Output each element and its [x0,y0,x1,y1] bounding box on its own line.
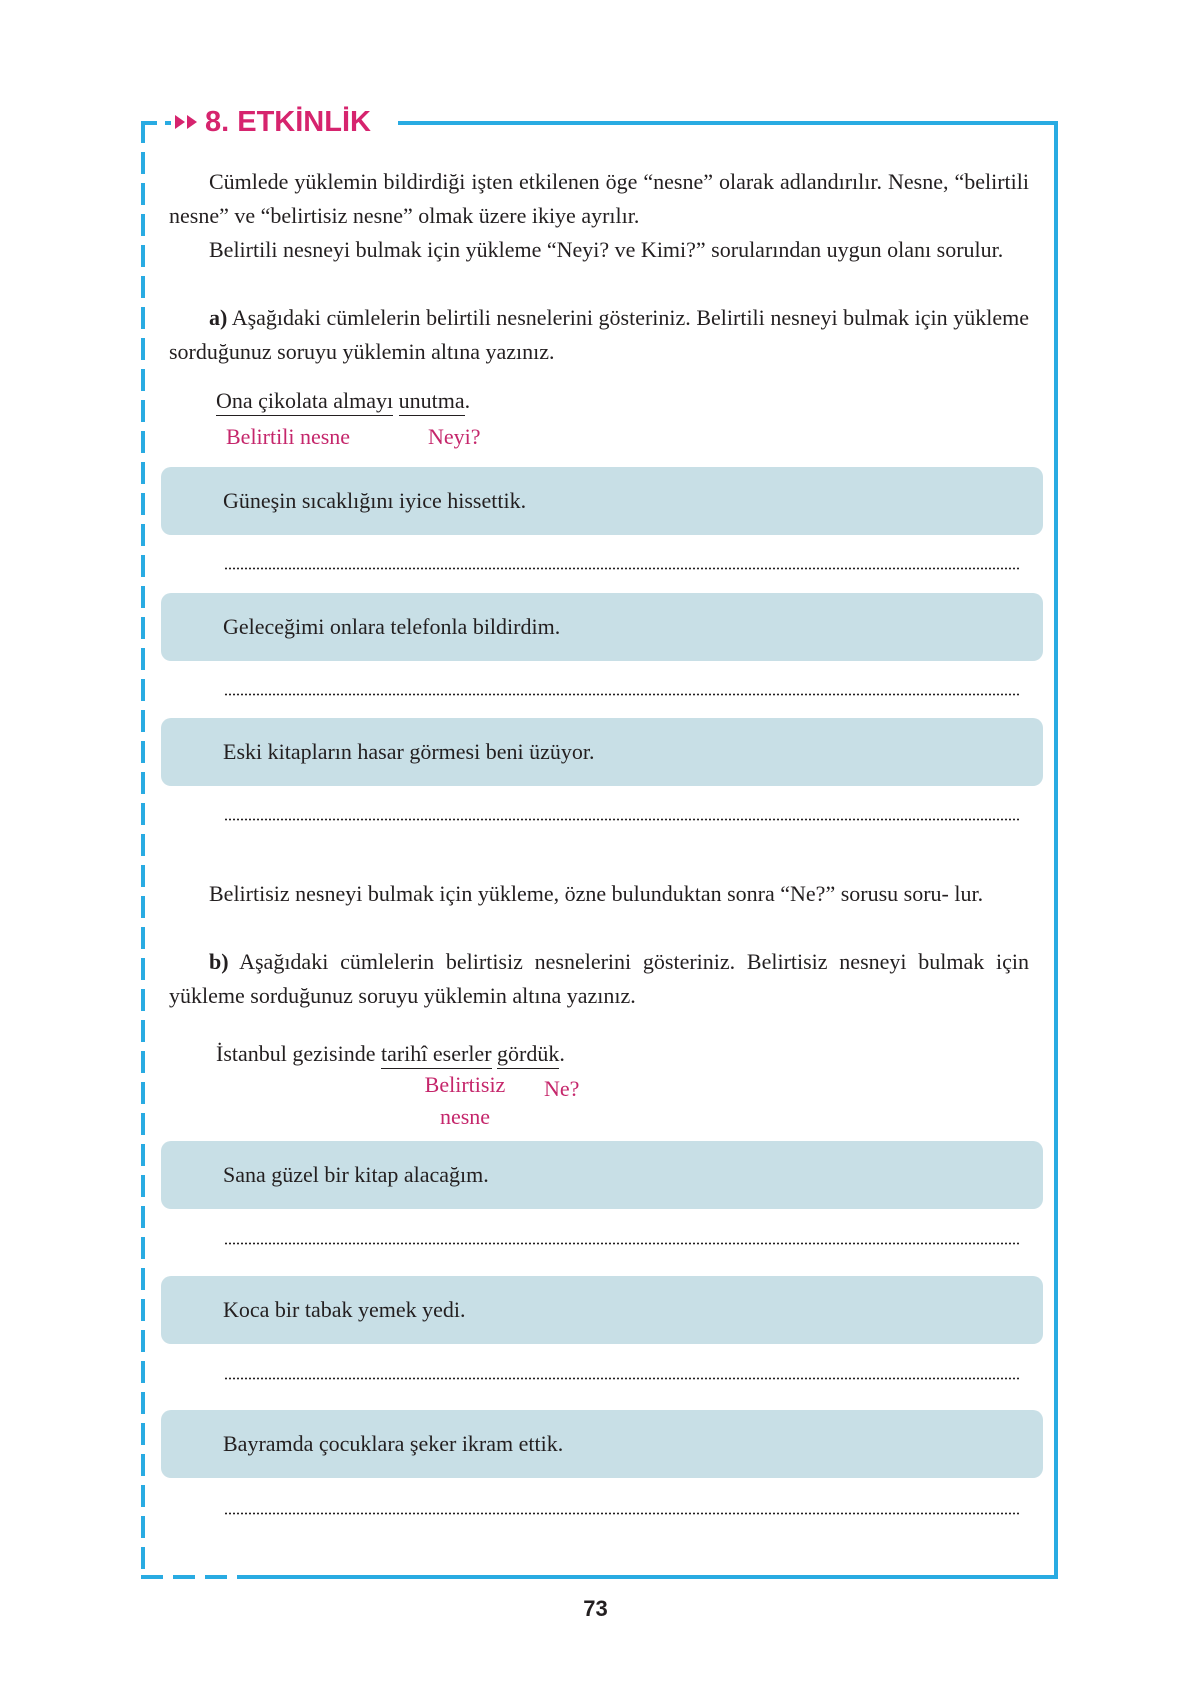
example-b-question-label: Ne? [544,1076,580,1101]
intro-paragraph-1: Cümlede yüklemin bildirdiği işten etkilenen öge “nesne” olarak adlandırılır. Nesne, “belirtili nesne” ve “belirtisiz nesne” olmak üzere ikiye ayrılır. [169,169,1029,228]
answer-line[interactable] [224,567,1020,570]
example-b-verb: gördük [497,1040,559,1069]
part-b-instruction [169,945,1029,1013]
answer-line[interactable] [224,693,1020,696]
part-b-marker: b) [209,949,229,974]
page-number: 73 [583,1596,608,1621]
part-b-intro: Belirtisiz nesneyi bulmak için yükleme, özne bulunduktan sonra “Ne?” sorusu soru- lur. [209,881,984,906]
frame-bottom-border [243,1575,1058,1579]
answer-line[interactable] [224,1242,1020,1245]
part-b-example-sentence: İstanbul gezisinde tarihî eserler gördük. [216,1039,565,1069]
answer-line[interactable] [224,818,1020,821]
example-a-question-label: Neyi? [428,424,481,449]
sentence-box [161,593,1043,661]
sentence-box [161,1410,1043,1478]
example-b-object: tarihî eserler [381,1040,492,1069]
activity-title: 8. ETKİNLİK [205,105,371,138]
intro-paragraph-2: Belirtili nesneyi bulmak için yükleme “Neyi? ve Kimi?” sorularından uygun olanı sorulur. [209,237,1004,262]
frame-top-dash [141,121,171,125]
frame-left-dashed-border [141,121,145,1579]
sentence-text: Sana güzel bir kitap alacağım. [223,1162,489,1187]
part-a-instruction [169,301,1029,369]
frame-bottom-dash [141,1575,243,1579]
example-a-verb: unutma [399,387,465,416]
example-a-object: Ona çikolata almayı [216,387,393,416]
part-a-instruction-text: Aşağıdaki cümlelerin belirtili nesnelerini gösteriniz. Belirtili nesneyi bulmak için yükleme sorduğunuz soruyu yüklemin altına yazınız. [169,305,1029,364]
frame-right-border [1054,121,1058,1579]
sentence-text: Geleceğimi onlara telefonla bildirdim. [223,614,561,639]
example-b-object-label: Belirtisiz nesne [424,1072,506,1129]
double-arrow-icon [175,115,199,129]
sentence-text: Bayramda çocuklara şeker ikram ettik. [223,1431,564,1456]
example-b-prefix: İstanbul gezisinde [216,1041,381,1066]
part-a-marker: a) [209,305,228,330]
sentence-box [161,467,1043,535]
part-b-instruction-text: Aşağıdaki cümlelerin belirtisiz nesnelerini gösteriniz. Belirtisiz nesneyi bulmak için yükleme sorduğunuz soruyu yüklemin altına yazınız. [169,949,1029,1008]
sentence-box [161,718,1043,786]
sentence-text: Koca bir tabak yemek yedi. [223,1297,466,1322]
activity-heading [175,102,381,142]
frame-top-border [398,121,1058,125]
answer-line[interactable] [224,1512,1020,1515]
sentence-text: Eski kitapların hasar görmesi beni üzüyor. [223,739,595,764]
sentence-box [161,1276,1043,1344]
answer-line[interactable] [224,1377,1020,1380]
example-a-object-label: Belirtili nesne [226,424,351,449]
sentence-text: Güneşin sıcaklığını iyice hissettik. [223,488,527,513]
part-a-example-sentence: Ona çikolata almayı unutma. [216,386,470,416]
sentence-box [161,1141,1043,1209]
